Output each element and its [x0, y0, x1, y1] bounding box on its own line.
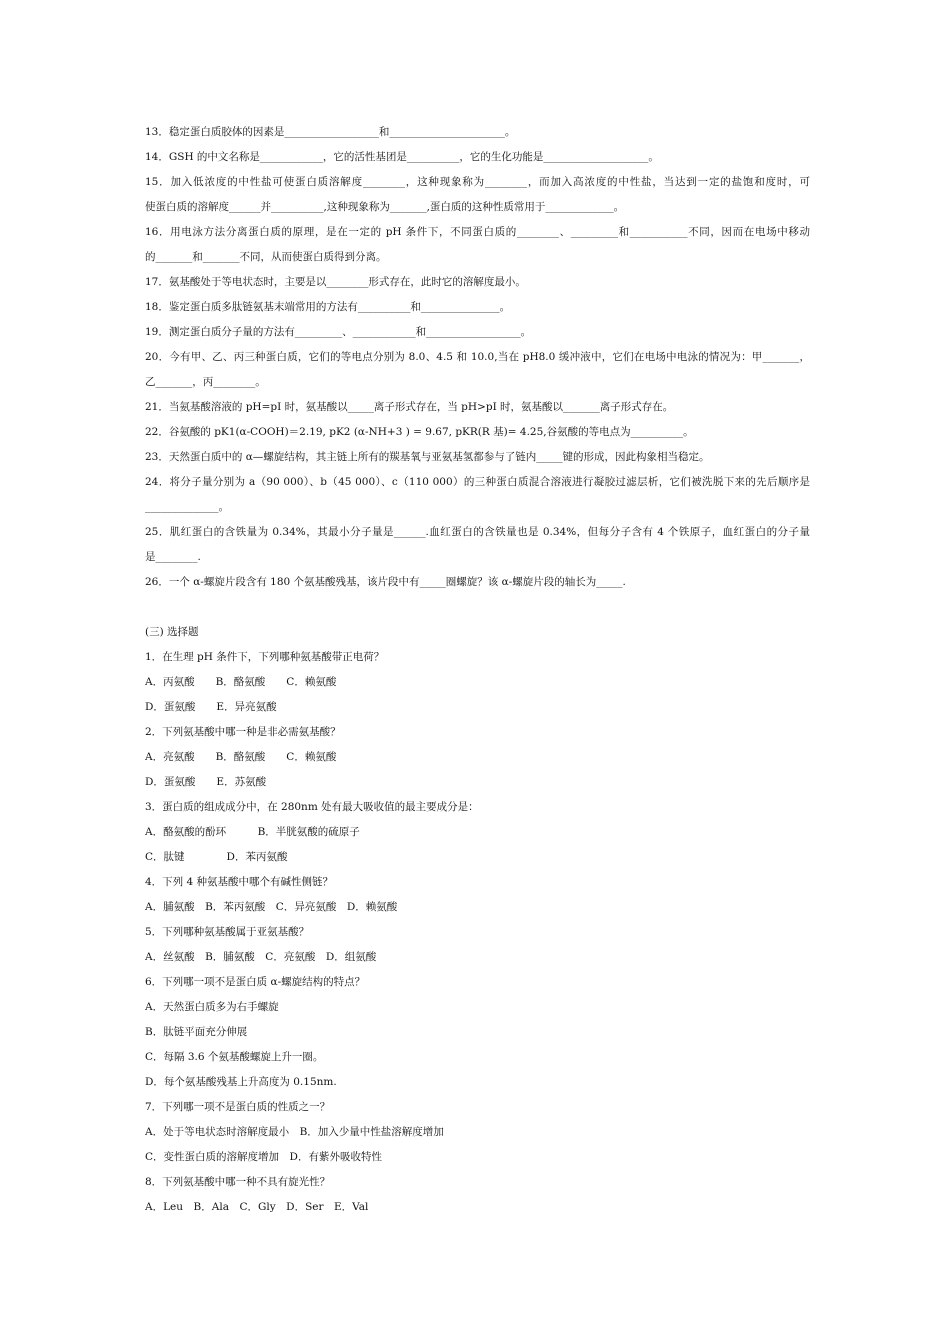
question-24-line-1: 24．将分子量分别为 a（90 000）、b（45 000）、c（110 000）的三种蛋白质混合溶液进行凝胶过滤层析，它们被洗脱下来的先后顺序是 [145, 476, 810, 488]
mc-question-3-options-a: A．酪氨酸的酚环 B．半胱氨酸的硫原子 [145, 826, 360, 838]
mc-question-3-options-b: C．肽键 D．苯丙氨酸 [145, 851, 288, 863]
mc-question-3: 3．蛋白质的组成成分中，在 280nm 处有最大吸收值的最主要成分是： [145, 801, 479, 813]
mc-question-6-option-d: D．每个氨基酸残基上升高度为 0.15nm. [145, 1076, 337, 1088]
mc-question-1-options-b: D．蛋氨酸 E．异亮氨酸 [145, 701, 277, 713]
mc-question-5: 5．下列哪种氨基酸属于亚氨基酸？ [145, 926, 310, 938]
mc-question-1: 1．在生理 pH 条件下，下列哪种氨基酸带正电荷？ [145, 651, 385, 663]
question-13: 13．稳定蛋白质胶体的因素是__________________和______________________。 [145, 126, 516, 138]
question-21: 21．当氨基酸溶液的 pH=pI 时，氨基酸以_____离子形式存在，当 pH>pI 时，氨基酸以_______离子形式存在。 [145, 401, 674, 413]
question-17: 17．氨基酸处于等电状态时，主要是以________形式存在，此时它的溶解度最小。 [145, 276, 526, 288]
question-15-line-2: 使蛋白质的溶解度______并__________,这种现象称为_______,蛋白质的这种性质常用于_____________。 [145, 201, 625, 213]
mc-question-8: 8．下列氨基酸中哪一种不具有旋光性？ [145, 1176, 331, 1188]
question-25-line-1: 25．肌红蛋白的含铁量为 0.34%，其最小分子量是______.血红蛋白的含铁量也是 0.34%，但每分子含有 4 个铁原子，血红蛋白的分子量 [145, 526, 810, 538]
mc-question-8-options: A．Leu B．Ala C．Gly D．Ser E．Val [145, 1201, 369, 1213]
mc-question-1-options-a: A．丙氨酸 B．酪氨酸 C．赖氨酸 [145, 676, 337, 688]
mc-question-7-options-b: C．变性蛋白质的溶解度增加 D．有紫外吸收特性 [145, 1151, 382, 1163]
question-26: 26．一个 α-螺旋片段含有 180 个氨基酸残基，该片段中有_____圈螺旋？该 α-螺旋片段的轴长为_____. [145, 576, 626, 588]
question-20-line-2: 乙_______，丙________。 [145, 376, 266, 388]
mc-question-7-options-a: A．处于等电状态时溶解度最小 B．加入少量中性盐溶解度增加 [145, 1126, 444, 1138]
mc-question-2: 2．下列氨基酸中哪一种是非必需氨基酸？ [145, 726, 341, 738]
mc-question-4-options: A．脯氨酸 B．苯丙氨酸 C．异亮氨酸 D．赖氨酸 [145, 901, 398, 913]
section-title: (三) 选择题 [145, 626, 199, 638]
mc-question-2-options-a: A．亮氨酸 B．酪氨酸 C．赖氨酸 [145, 751, 337, 763]
question-16-line-2: 的_______和_______不同，从而使蛋白质得到分离。 [145, 251, 387, 263]
mc-question-6-option-b: B．肽链平面充分伸展 [145, 1026, 248, 1038]
mc-question-7: 7．下列哪一项不是蛋白质的性质之一？ [145, 1101, 331, 1113]
question-24-line-2: ______________。 [145, 501, 229, 513]
mc-question-6: 6．下列哪一项不是蛋白质 α-螺旋结构的特点？ [145, 976, 366, 988]
question-19: 19．测定蛋白质分子量的方法有_________、____________和__________________。 [145, 326, 532, 338]
question-23: 23．天然蛋白质中的 α—螺旋结构，其主链上所有的羰基氧与亚氨基氢都参与了链内_____键的形成，因此构象相当稳定。 [145, 451, 710, 463]
question-14: 14．GSH 的中文名称是____________，它的活性基团是__________，它的生化功能是____________________。 [145, 151, 659, 163]
question-15-line-1: 15．加入低浓度的中性盐可使蛋白质溶解度________，这种现象称为________，而加入高浓度的中性盐，当达到一定的盐饱和度时，可 [145, 176, 810, 188]
mc-question-6-option-a: A．天然蛋白质多为右手螺旋 [145, 1001, 279, 1013]
question-20-line-1: 20．今有甲、乙、丙三种蛋白质，它们的等电点分别为 8.0、4.5 和 10.0,当在 pH8.0 缓冲液中，它们在电场中电泳的情况为：甲_______， [145, 351, 810, 363]
question-25-line-2: 是________. [145, 551, 201, 563]
question-22: 22．谷氨酸的 pK1(α-COOH)＝2.19, pK2 (α-NH+3 ) = 9.67, pKR(R 基)= 4.25,谷氨酸的等电点为__________。 [145, 426, 694, 438]
question-18: 18．鉴定蛋白质多肽链氨基末端常用的方法有__________和_______________。 [145, 301, 511, 313]
question-16-line-1: 16．用电泳方法分离蛋白质的原理，是在一定的 pH 条件下，不同蛋白质的________、_________和___________不同，因而在电场中移动 [145, 226, 810, 238]
mc-question-5-options: A．丝氨酸 B．脯氨酸 C．亮氨酸 D．组氨酸 [145, 951, 377, 963]
mc-question-4: 4．下列 4 种氨基酸中哪个有碱性侧链？ [145, 876, 334, 888]
mc-question-6-option-c: C．每隔 3.6 个氨基酸螺旋上升一圈。 [145, 1051, 324, 1063]
mc-question-2-options-b: D．蛋氨酸 E．苏氨酸 [145, 776, 267, 788]
